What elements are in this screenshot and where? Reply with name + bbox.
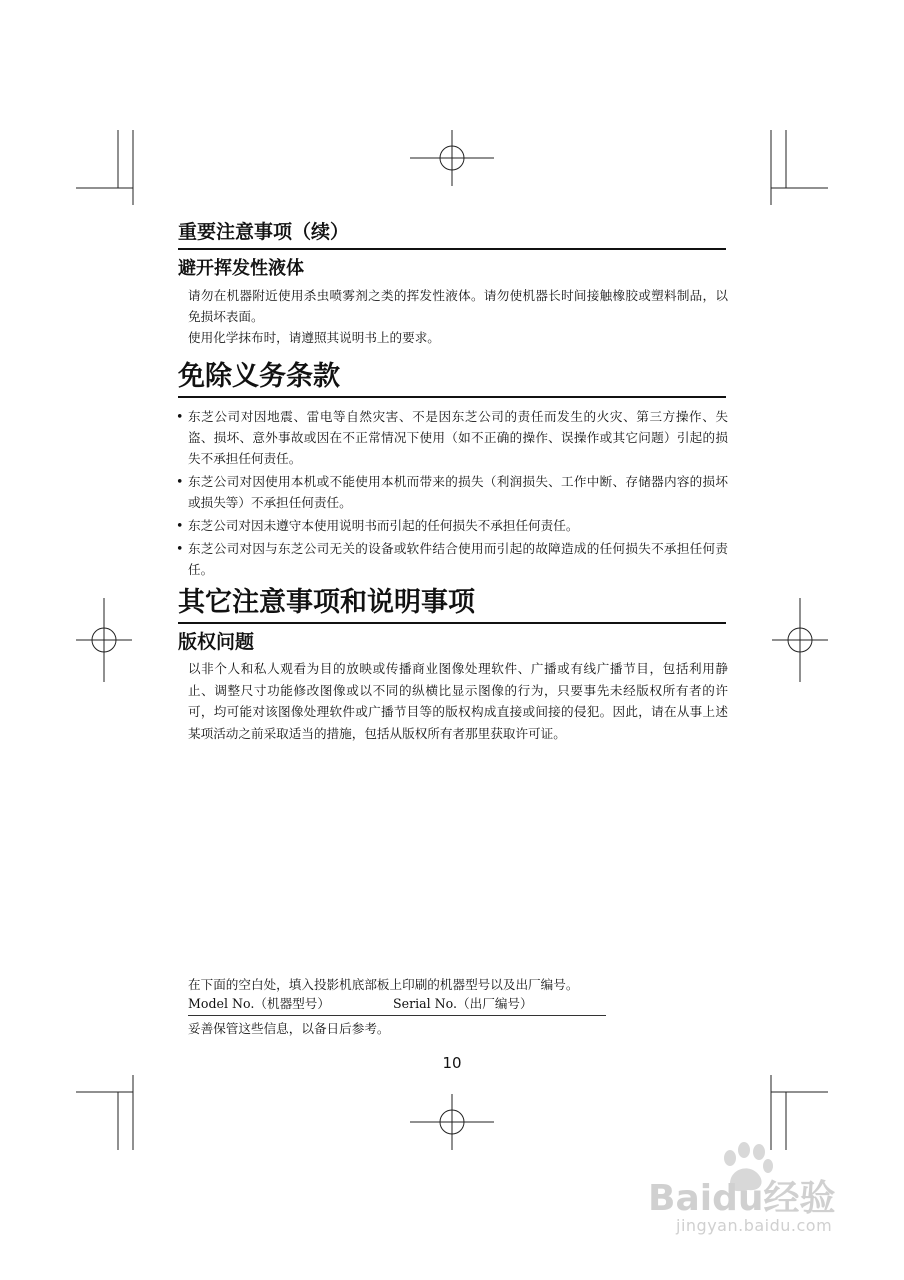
bullet-icon: • — [176, 541, 184, 556]
section-title-disclaimer: 免除义务条款 — [178, 361, 340, 392]
bullet-icon: • — [176, 409, 184, 424]
section-divider — [178, 622, 726, 624]
paragraph-chemical-cloth: 使用化学抹布时，请遵照其说明书上的要求。 — [188, 330, 440, 345]
page-number: 10 — [442, 1054, 462, 1072]
subsection-title-volatile-liquids: 避开挥发性液体 — [178, 258, 304, 279]
disclaimer-list — [176, 406, 728, 582]
bullet-icon: • — [176, 518, 184, 533]
disclaimer-item: • 东芝公司对因与东芝公司无关的设备或软件结合使用而引起的故障造成的任何损失不承担任何责任。 — [176, 538, 728, 580]
record-instruction: 在下面的空白处，填入投影机底部板上印刷的机器型号以及出厂编号。 — [188, 977, 579, 992]
paragraph-volatile-liquids: 请勿在机器附近使用杀虫喷雾剂之类的挥发性液体。请勿使机器长时间接触橡胶或塑料制品，以免损坏表面。 — [188, 288, 728, 324]
section-title-important-notes: 重要注意事项（续） — [178, 221, 350, 243]
record-underline — [188, 1015, 606, 1016]
subsection-title-copyright: 版权问题 — [178, 631, 255, 653]
section-title-other-notes: 其它注意事项和说明事项 — [178, 587, 475, 618]
record-note: 妥善保管这些信息，以备日后参考。 — [188, 1021, 390, 1036]
disclaimer-item: • 东芝公司对因地震、雷电等自然灾害、不是因东芝公司的责任而发生的火灾、第三方操作、失盗、损坏、意外事故或因在不正常情况下使用（如不正确的操作、误操作或其它问题）引起的损失不承担任何责任。 — [176, 406, 728, 469]
disclaimer-item: • 东芝公司对因未遵守本使用说明书而引起的任何损失不承担任何责任。 — [176, 515, 728, 536]
watermark-logo: Baidu经验 — [648, 1178, 836, 1219]
disclaimer-item: • 东芝公司对因使用本机或不能使用本机而带来的损失（利润损失、工作中断、存储器内容的损坏或损失等）不承担任何责任。 — [176, 471, 728, 513]
section-divider — [178, 396, 726, 398]
serial-number-label: Serial No.（出厂编号） — [393, 996, 533, 1011]
bullet-icon: • — [176, 474, 184, 489]
model-number-label: Model No.（机器型号） — [188, 996, 330, 1011]
section-divider — [178, 248, 726, 250]
watermark-url: jingyan.baidu.com — [676, 1216, 833, 1235]
paragraph-copyright: 以非个人和私人观看为目的放映或传播商业图像处理软件、广播或有线广播节目，包括利用静止、调整尺寸功能修改图像或以不同的纵横比显示图像的行为，只要事先未经版权所有者的许可，均可能对该图像处理软件或广播节目等的版权构成直接或间接的侵犯。因此，请在从事上述某项活动之前采取适当的措施，包括从版权所有者那里获取许可证。 — [188, 661, 728, 741]
